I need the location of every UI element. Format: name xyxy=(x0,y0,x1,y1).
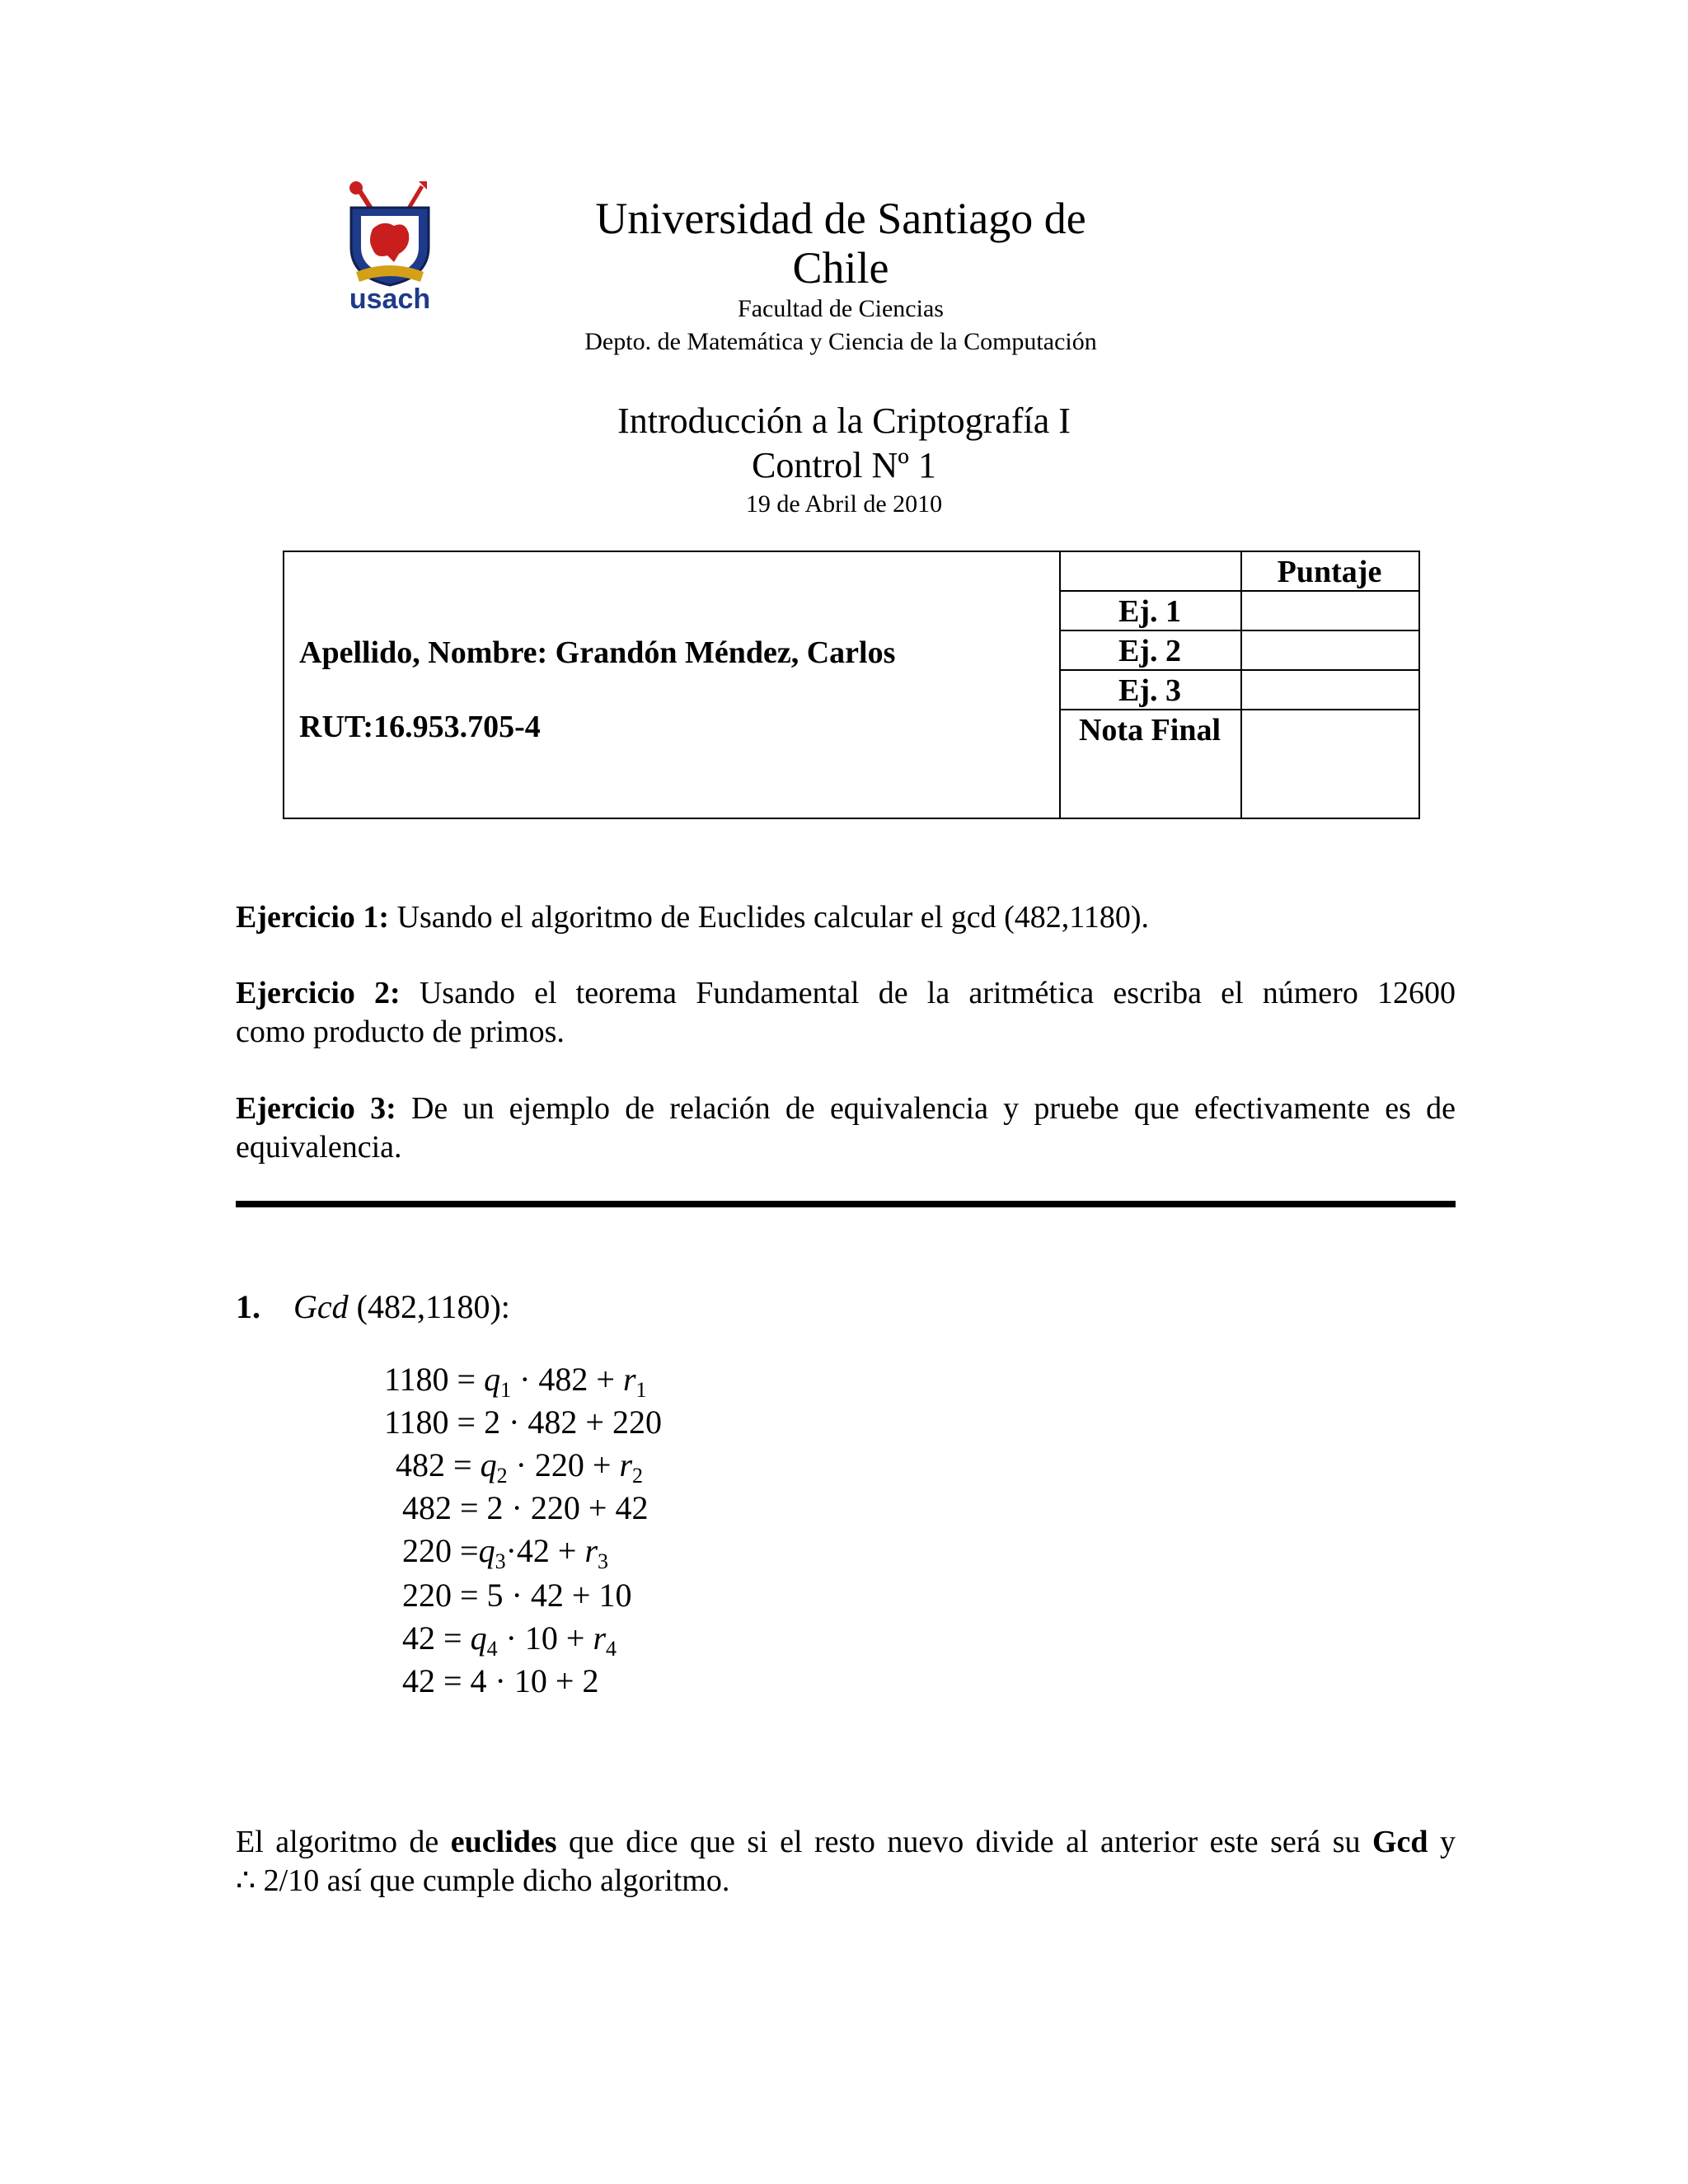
exercise-2-text: Usando el teorema Fundamental de la aritmética escriba el número 12600 xyxy=(400,976,1456,1010)
university-name: Universidad de Santiago de Chile xyxy=(595,194,1086,293)
eq-sub: 3 xyxy=(495,1549,506,1573)
eq-var: r xyxy=(593,1619,607,1657)
equation-line xyxy=(402,1531,608,1571)
exercise-2 xyxy=(236,974,1456,1052)
eq-sub: 4 xyxy=(606,1637,617,1661)
row-label-final: Nota Final xyxy=(1078,713,1221,748)
eq-part: · 10 + xyxy=(497,1619,593,1657)
eq-sub: 1 xyxy=(635,1378,647,1402)
conclusion-paragraph xyxy=(236,1823,1456,1900)
table-row-line xyxy=(1059,630,1418,631)
section-divider xyxy=(236,1201,1456,1207)
eq-part: ·42 + xyxy=(505,1532,585,1569)
logo-wordmark: usach xyxy=(349,284,431,315)
department-name: Depto. de Matemática y Ciencia de la Computación xyxy=(584,328,1097,355)
equation-line xyxy=(384,1360,647,1402)
eq-sub: 3 xyxy=(598,1549,609,1573)
exercise-3-line-2: equivalencia. xyxy=(236,1130,402,1165)
row-label-ej2: Ej. 2 xyxy=(1118,634,1181,668)
eq-var: q xyxy=(484,1361,501,1398)
eq-lhs: 220 xyxy=(402,1532,452,1569)
exercise-2-line-2: como producto de primos. xyxy=(236,1015,565,1049)
eq-var: q xyxy=(480,1446,497,1483)
student-rut: RUT:16.953.705-4 xyxy=(299,710,541,744)
gcd-function: Gcd xyxy=(293,1288,349,1325)
eq-sub: 2 xyxy=(496,1464,508,1488)
conclusion-bold: euclides xyxy=(450,1825,557,1859)
faculty-name: Facultad de Ciencias xyxy=(738,295,944,322)
exercise-3-label: Ejercicio 3: xyxy=(236,1091,396,1126)
exercise-3 xyxy=(236,1090,1456,1167)
eq-sub: 1 xyxy=(500,1378,512,1402)
eq-lhs: 1180 xyxy=(384,1361,449,1398)
eq-sub: 4 xyxy=(486,1637,498,1661)
equation-line xyxy=(402,1619,617,1661)
course-title: Introducción a la Criptografía I xyxy=(617,401,1071,441)
eq-part: · 220 + xyxy=(507,1446,620,1483)
row-label-ej1: Ej. 1 xyxy=(1118,594,1181,629)
eq-var: q xyxy=(478,1532,495,1569)
equation-line: 220 = 5 · 42 + 10 xyxy=(402,1577,632,1614)
conclusion-text: El algoritmo de xyxy=(236,1825,451,1859)
gcd-args: (482,1180): xyxy=(348,1288,510,1325)
conclusion-line-1 xyxy=(236,1823,1456,1862)
equation-line xyxy=(396,1446,644,1488)
exercise-3-text: De un ejemplo de relación de equivalencia y pruebe que efectivamente es de xyxy=(396,1091,1456,1126)
eq-part: = xyxy=(457,1361,485,1398)
exercise-3-line-1 xyxy=(236,1090,1456,1128)
eq-var: r xyxy=(622,1361,636,1398)
eq-part: = xyxy=(453,1446,481,1483)
usach-shield-icon xyxy=(340,180,440,287)
eq-lhs: 42 xyxy=(402,1619,435,1657)
eq-part: = xyxy=(460,1532,479,1569)
eq-var: q xyxy=(470,1619,487,1657)
eq-lhs: 482 xyxy=(396,1446,445,1483)
row-label-ej3: Ej. 3 xyxy=(1118,673,1181,708)
score-header: Puntaje xyxy=(1277,555,1382,589)
equation-line: 42 = 4 · 10 + 2 xyxy=(402,1662,599,1699)
exam-title: Control Nº 1 xyxy=(752,445,936,485)
equation-line: 1180 = 2 · 482 + 220 xyxy=(384,1404,662,1441)
solution-number: 1. xyxy=(236,1288,260,1325)
exercise-1 xyxy=(236,898,1456,937)
conclusion-text: y xyxy=(1428,1825,1456,1859)
university-header xyxy=(544,194,1137,359)
eq-var: r xyxy=(619,1446,633,1483)
conclusion-text: que dice que si el resto nuevo divide al anterior este será su xyxy=(556,1825,1372,1859)
table-row-line xyxy=(1059,590,1418,592)
eq-sub: 2 xyxy=(632,1464,644,1488)
score-table xyxy=(283,551,1420,819)
table-divider xyxy=(1240,552,1242,818)
eq-var: r xyxy=(584,1532,598,1569)
eq-part: · 482 + xyxy=(511,1361,623,1398)
exercise-1-text: Usando el algoritmo de Euclides calcular el gcd (482,1180). xyxy=(389,900,1149,935)
exercise-2-label: Ejercicio 2: xyxy=(236,976,401,1010)
conclusion-bold: Gcd xyxy=(1372,1825,1428,1859)
equation-line: 482 = 2 · 220 + 42 xyxy=(402,1489,649,1526)
course-title-block xyxy=(0,399,1688,521)
solution-heading xyxy=(236,1287,510,1327)
eq-part: = xyxy=(443,1619,471,1657)
exercise-2-line-1 xyxy=(236,974,1456,1013)
exercise-1-label: Ejercicio 1: xyxy=(236,900,390,935)
table-row-line xyxy=(1059,669,1418,671)
exam-date: 19 de Abril de 2010 xyxy=(745,490,943,518)
conclusion-line-2: ∴ 2/10 así que cumple dicho algoritmo. xyxy=(236,1863,730,1898)
table-row-line xyxy=(1059,709,1418,710)
student-name: Apellido, Nombre: Grandón Méndez, Carlos xyxy=(299,635,896,670)
